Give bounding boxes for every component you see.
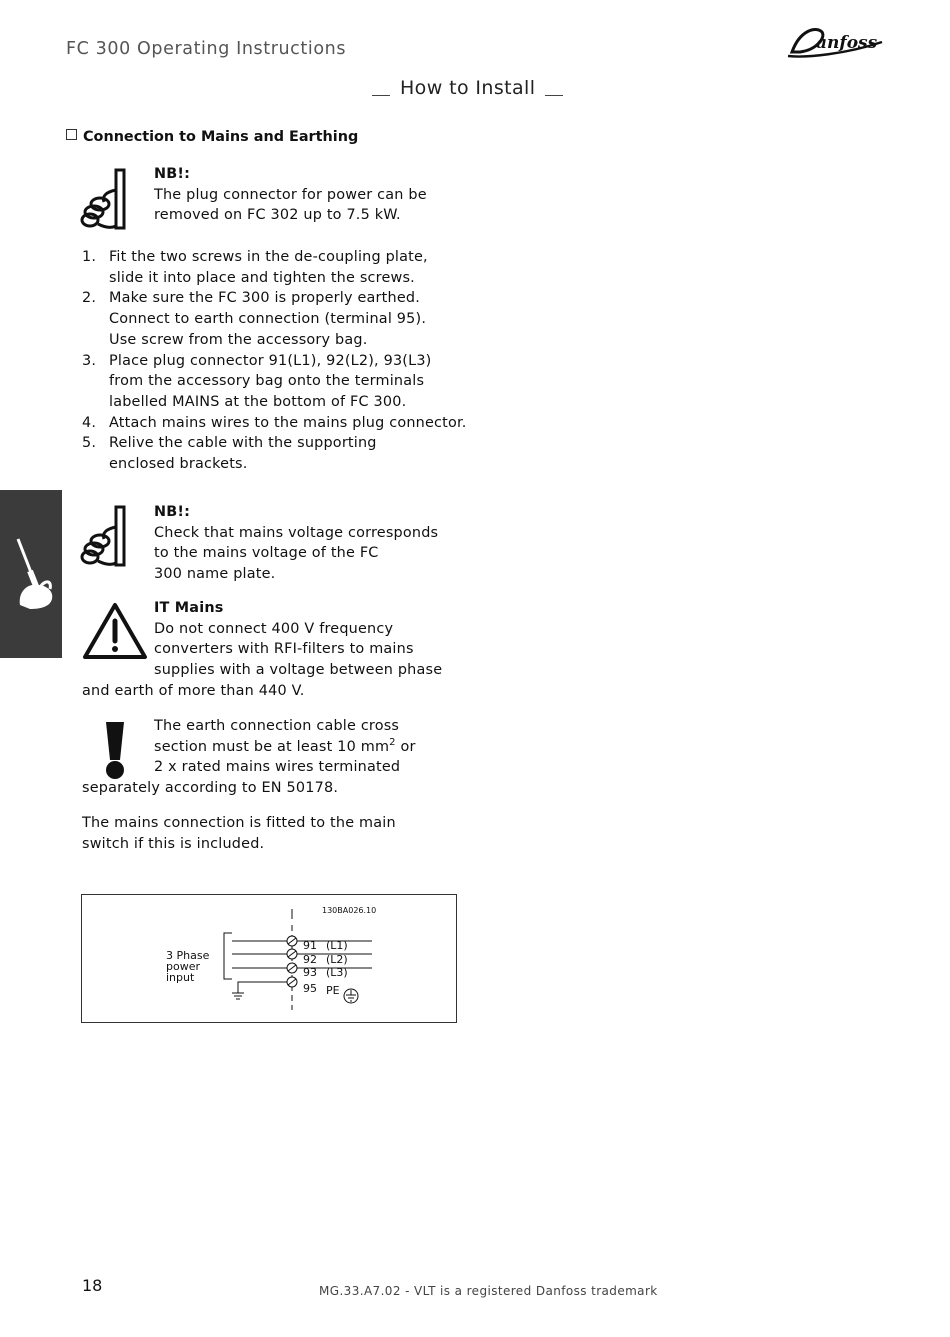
list-item: 5. Relive the cable with the supporting enclosed brackets.: [82, 435, 377, 473]
checkbox-bullet-icon: [66, 129, 77, 140]
terminal-number: 95: [303, 982, 317, 995]
list-item: 1. Fit the two screws in the de-coupling plate, slide it into place and tighten the screws.: [82, 249, 428, 286]
note-line: The plug connector for power can be: [154, 186, 427, 203]
terminal-label: (L1): [326, 939, 348, 952]
terminal-screw-icon: [287, 963, 297, 973]
wiring-diagram: [81, 894, 457, 1023]
it-mains-last-line: and earth of more than 440 V.: [82, 683, 305, 699]
svg-text:anfoss: anfoss: [816, 33, 878, 53]
protective-earth-icon: [344, 989, 358, 1003]
page-number: 18: [82, 1276, 103, 1295]
note-line: to the mains voltage of the FC: [154, 545, 379, 562]
terminal-label: (L3): [326, 966, 348, 979]
diagram-code: 130BA026.10: [322, 906, 377, 915]
section-header-label: How to Install: [400, 77, 536, 99]
terminal-screw-icon: [287, 936, 297, 946]
terminal-number: 92: [303, 953, 317, 966]
note-line: Check that mains voltage corresponds: [154, 524, 439, 541]
warning-triangle-icon: [81, 601, 149, 661]
list-item: 2. Make sure the FC 300 is properly earthed. Connect to earth connection (terminal 95). Use screw from the accessory bag.: [82, 290, 427, 348]
section-title: Connection to Mains and Earthing: [66, 129, 358, 145]
list-item: 3. Place plug connector 91(L1), 92(L2), 93(L3) from the accessory bag onto the terminals labelled MAINS at the bottom of FC 300.: [82, 352, 432, 410]
it-mains-warning: IT Mains Do not connect 400 V frequency converters with RFI-filters to mains supplies with a voltage between phase: [154, 600, 443, 679]
earth-cable-last-line: separately according to EN 50178.: [82, 780, 339, 796]
earth-cable-note: The earth connection cable cross section must be at least 10 $mm^2$ or 2 x rated mains wires terminated: [154, 718, 416, 776]
chapter-side-tab: [0, 490, 62, 658]
document-title: FC 300 Operating Instructions: [66, 39, 347, 59]
footer-text: MG.33.A7.02 - VLT is a registered Danfoss trademark: [319, 1284, 658, 1298]
note-nb-1: [154, 164, 427, 226]
note-nb-2: [154, 502, 438, 585]
installation-steps: [82, 247, 467, 475]
exclamation-icon: [100, 720, 130, 780]
svg-text:91 (L1) 92 (: [303, 939, 351, 997]
terminal-number: 93: [303, 966, 317, 979]
mains-connection-paragraph: The mains connection is fitted to the main switch if this is included.: [82, 815, 396, 852]
terminal-number: 91: [303, 939, 317, 952]
section-header: [372, 77, 563, 99]
pointing-hand-icon: [80, 166, 128, 232]
danfoss-logo: [786, 22, 886, 62]
terminal-screw-icon: [287, 949, 297, 959]
warning-label: IT Mains: [154, 600, 224, 616]
terminal-screw-icon: [287, 977, 297, 987]
terminal-label: PE: [326, 984, 340, 997]
note-line: removed on FC 302 up to 7.5 kW.: [154, 207, 401, 224]
pointing-hand-icon: [80, 503, 128, 569]
terminal-label: (L2): [326, 953, 348, 966]
note-label: NB!:: [154, 504, 191, 520]
note-label: NB!:: [154, 166, 191, 182]
note-line: 300 name plate.: [154, 566, 276, 583]
list-item: 4. Attach mains wires to the mains plug connector.: [82, 414, 467, 431]
screwdriver-hand-icon: [10, 535, 58, 615]
input-label: 3 Phase power input: [166, 949, 210, 984]
